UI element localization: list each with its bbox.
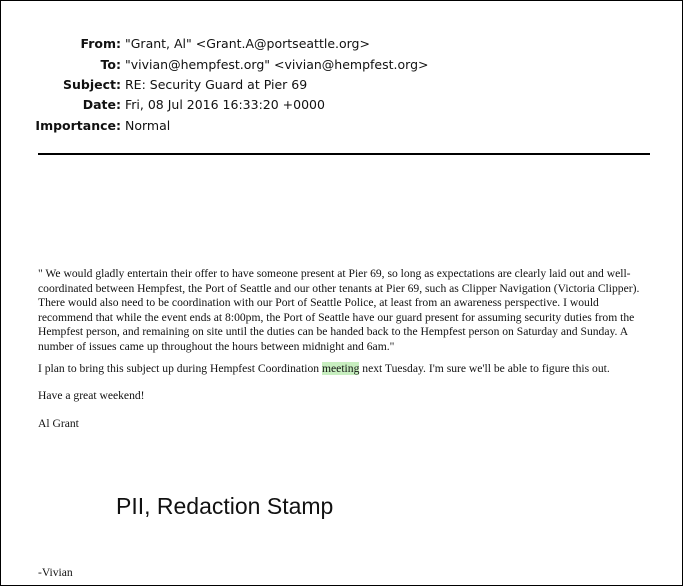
signature-line: Al Grant: [38, 417, 79, 430]
date-row: [1, 97, 325, 117]
plan-paragraph: [38, 362, 650, 377]
from-label: From:: [80, 36, 121, 51]
header-divider: [38, 153, 650, 155]
plan-text-before: I plan to bring this subject up during Hempfest Coordination: [38, 362, 323, 375]
subject-row: [1, 77, 308, 97]
to-label: To:: [100, 57, 121, 72]
closing-line: Have a great weekend!: [38, 389, 145, 402]
quoted-paragraph: " We would gladly entertain their offer to have someone present at Pier 69, so long as expectations are clearly laid out and well-coordinated between Hempfest, the Port of Seattle and our other tenants at Pier 69, such as Clipper Navigation (Victoria Clipper). There would also need to be coordination with our Port of Seattle Police, at least from an awareness perspective. I would recommend that while the event ends at 8:00pm, the Port of Seattle have our guard present for assuming security duties from the Hempfest person, and remaining on site until the duties can be handed back to the Hempfest person on Saturday and Sunday. A number of issues came up throughout the hours between midnight and 6am.": [38, 267, 640, 353]
plan-text-after: next Tuesday. I'm sure we'll be able to figure this out.: [359, 362, 610, 375]
from-row: [1, 36, 370, 56]
subject-value: RE: Security Guard at Pier 69: [125, 77, 308, 92]
date-value: Fri, 08 Jul 2016 16:33:20 +0000: [125, 97, 325, 112]
to-value: "vivian@hempfest.org" <vivian@hempfest.org>: [125, 57, 429, 72]
highlighted-word: meeting: [322, 362, 360, 375]
importance-label: Importance:: [35, 118, 121, 133]
importance-row: [1, 118, 171, 138]
date-label: Date:: [82, 97, 121, 112]
importance-value: Normal: [125, 118, 171, 133]
subject-label: Subject:: [63, 77, 121, 92]
redaction-stamp: PII, Redaction Stamp: [116, 493, 334, 519]
footer-signoff: -Vivian: [38, 566, 73, 579]
from-value: "Grant, Al" <Grant.A@portseattle.org>: [125, 36, 370, 51]
to-row: [1, 57, 429, 77]
